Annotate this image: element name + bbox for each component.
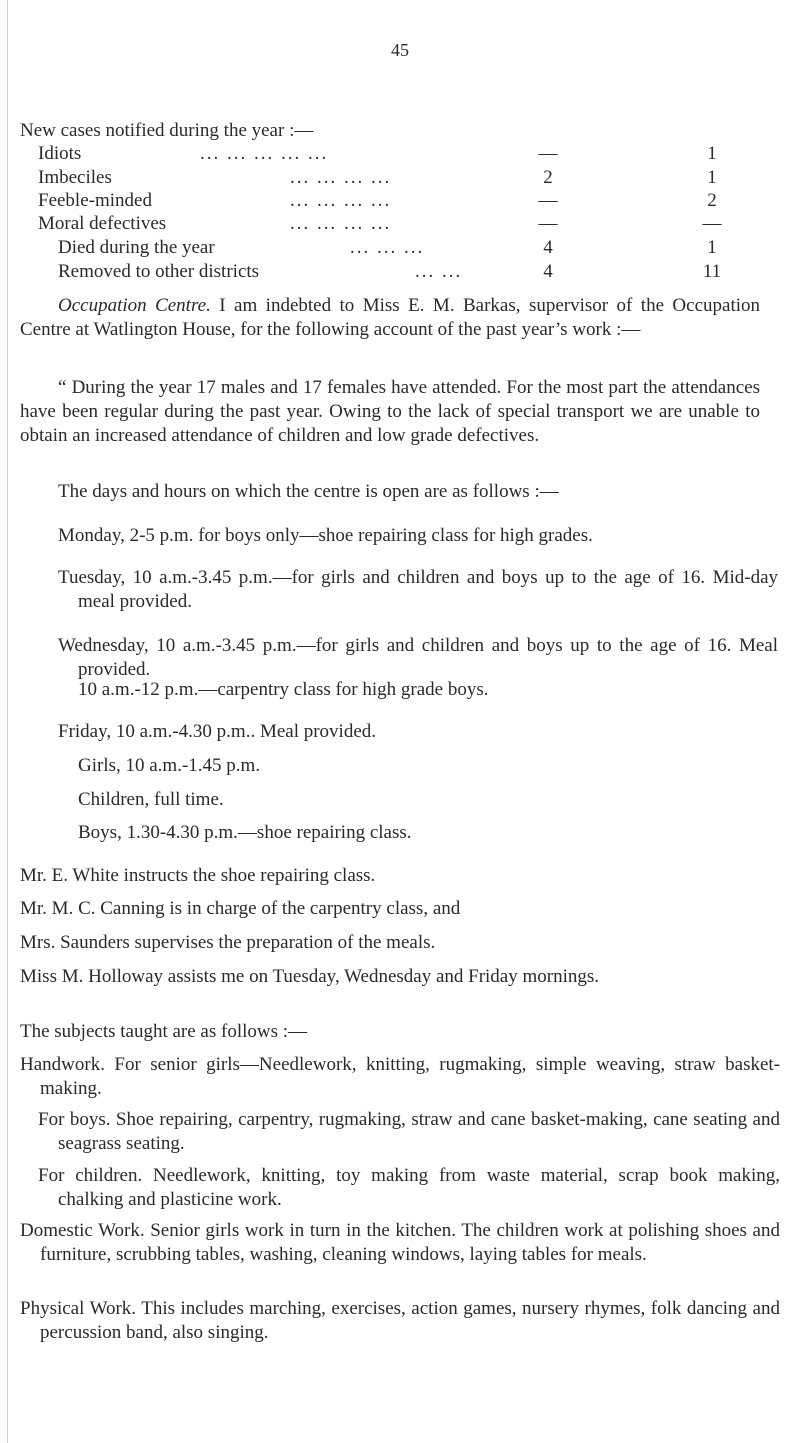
- stat-row-feeble-minded: [0, 189, 800, 213]
- stat-value-col2: 1: [707, 167, 717, 188]
- schedule-friday-children: Children, full time.: [78, 789, 224, 810]
- schedule-friday-girls: Girls, 10 a.m.-1.45 p.m.: [78, 755, 261, 776]
- stat-value-col2: 1: [707, 237, 717, 258]
- stat-dots: ... ... ...: [350, 237, 425, 258]
- subject-handwork-boys: For boys. Shoe repairing, carpentry, rugmaking, straw and cane basket-making, cane seating and seagrass seating.: [38, 1109, 780, 1154]
- stat-row-imbeciles: [0, 166, 800, 190]
- staff-white: Mr. E. White instructs the shoe repairing class.: [20, 865, 376, 886]
- stat-value-col1: 4: [543, 261, 553, 282]
- stat-label: Removed to other districts: [58, 261, 260, 282]
- stat-value-col1: 4: [543, 237, 553, 258]
- stat-value-col2: 11: [702, 261, 722, 282]
- subject-handwork: Handwork. For senior girls—Needlework, knitting, rugmaking, simple weaving, straw basket-making.: [20, 1054, 780, 1099]
- stat-value-col2: 2: [707, 190, 717, 211]
- stat-label: Imbeciles: [38, 167, 112, 188]
- stat-value-col1: —: [538, 190, 558, 211]
- stat-value-col1: —: [538, 213, 558, 234]
- subject-physical-work: Physical Work. This includes marching, exercises, action games, nursery rhymes, folk dancing and percussion band, also singing.: [20, 1298, 780, 1343]
- schedule-friday-boys: Boys, 1.30-4.30 p.m.—shoe repairing class.: [78, 822, 412, 843]
- stat-dots: ... ... ... ...: [290, 190, 392, 211]
- schedule-wednesday: Wednesday, 10 a.m.-3.45 p.m.—for girls and children and boys up to the age of 16. Meal provided.: [58, 635, 778, 680]
- days-intro: The days and hours on which the centre is open are as follows :—: [58, 481, 559, 502]
- staff-saunders: Mrs. Saunders supervises the preparation of the meals.: [20, 932, 436, 953]
- schedule-friday: Friday, 10 a.m.-4.30 p.m.. Meal provided.: [58, 721, 377, 742]
- stat-dots: ... ...: [415, 261, 463, 282]
- stat-value-col2: 1: [707, 143, 717, 164]
- subject-handwork-children: For children. Needlework, knitting, toy making from waste material, scrap book making, chalking and plasticine work.: [38, 1165, 780, 1210]
- stat-value-col1: 2: [543, 167, 553, 188]
- stat-label: Died during the year: [58, 237, 215, 258]
- subject-domestic-work: Domestic Work. Senior girls work in turn in the kitchen. The children work at polishing shoes and furniture, scrubbing tables, washing, cleaning windows, laying tables for meals.: [20, 1220, 780, 1265]
- stat-dots: ... ... ... ...: [290, 167, 392, 188]
- occupation-intro-text: I am indebted to Miss E. M. Barkas, supervisor of the Occupation Centre at Watlington House, for the following account of the past year’s work :—: [20, 295, 761, 340]
- stat-row-died: [0, 236, 800, 260]
- staff-canning: Mr. M. C. Canning is in charge of the carpentry class, and: [20, 898, 461, 919]
- stat-value-col2: —: [702, 213, 722, 234]
- quote-paragraph: “ During the year 17 males and 17 females have attended. For the most part the attendances have been regular during the past year. Owing to the lack of special transport we are unable to obtain an increased attendance of children and low grade defectives.: [20, 377, 760, 446]
- stat-row-idiots: [0, 142, 800, 166]
- subjects-intro: The subjects taught are as follows :—: [20, 1021, 308, 1042]
- schedule-tuesday: Tuesday, 10 a.m.-3.45 p.m.—for girls and children and boys up to the age of 16. Mid-day meal provided.: [58, 567, 778, 612]
- schedule-wednesday-extra: 10 a.m.-12 p.m.—carpentry class for high grade boys.: [78, 679, 489, 700]
- stat-row-removed: [0, 260, 800, 284]
- stat-value-col1: —: [538, 143, 558, 164]
- new-cases-heading: New cases notified during the year :—: [20, 120, 314, 141]
- stat-row-moral-defectives: [0, 212, 800, 236]
- stat-label: Feeble-minded: [38, 190, 152, 211]
- page-number: 45: [391, 40, 409, 60]
- stat-dots: ... ... ... ...: [290, 213, 392, 234]
- stat-label: Moral defectives: [38, 213, 167, 234]
- occupation-intro-paragraph: [20, 294, 760, 342]
- stat-label: Idiots: [38, 143, 82, 164]
- schedule-monday: Monday, 2-5 p.m. for boys only—shoe repairing class for high grades.: [58, 525, 593, 546]
- stat-dots: ... ... ... ... ...: [200, 143, 329, 164]
- occupation-centre-title: Occupation Centre.: [58, 295, 211, 316]
- staff-holloway: Miss M. Holloway assists me on Tuesday, Wednesday and Friday mornings.: [20, 966, 600, 987]
